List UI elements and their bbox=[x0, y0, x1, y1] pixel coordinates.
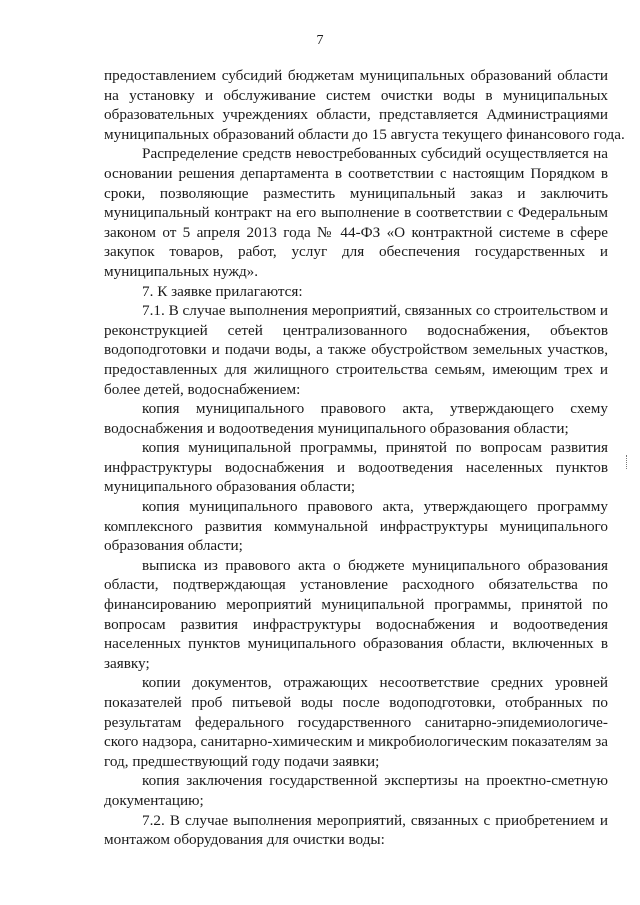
text-line: образовательных учреждениях области, представляется Администрациями bbox=[104, 106, 608, 124]
text-line: водоподготовки и подачи воды, а также обустройством земельных участков, bbox=[104, 341, 608, 359]
text-line: муниципальных образований области до 15 августа текущего финансового года. bbox=[104, 125, 625, 143]
text-line: копия муниципальной программы, принятой по вопросам развития bbox=[142, 439, 608, 457]
text-line: инфраструктуры водоснабжения и водоотведения населенных пунктов bbox=[104, 458, 608, 476]
text-line: предоставлением субсидий бюджетам муниципальных образований области bbox=[104, 67, 608, 84]
margin-scan-mark bbox=[626, 455, 630, 469]
text-line: реконструкцией сетей централизованного водоснабжения, объектов bbox=[104, 321, 608, 339]
text-line: вопросам развития инфраструктуры водоснабжения и водоотведения bbox=[104, 615, 608, 633]
text-line: копия муниципального правового акта, утверждающего программу bbox=[142, 498, 608, 516]
text-line: результатам федерального государственного санитарно-эпидемиологиче- bbox=[104, 713, 608, 731]
text-line: показателей проб питьевой воды после водоподготовки, отобранных по bbox=[104, 694, 608, 711]
text-line: документацию; bbox=[104, 791, 204, 809]
text-line: Распределение средств невостребованных субсидий осуществляется на bbox=[142, 145, 608, 163]
text-line: населенных пунктов муниципального образования области, включенных в bbox=[104, 635, 608, 653]
text-line: копия заключения государственной экспертизы на проектно-сметную bbox=[142, 772, 608, 790]
text-line: более детей, водоснабжением: bbox=[104, 380, 301, 398]
text-line: законом от 5 апреля 2013 года № 44-ФЗ «О контрактной системе в сфере bbox=[104, 223, 608, 241]
text-line: основании решения департамента в соответствии с настоящим Порядком в bbox=[104, 164, 608, 182]
page-number: 7 bbox=[316, 33, 324, 48]
text-line: закупок товаров, работ, услуг для обеспечения государственных и bbox=[104, 243, 608, 261]
text-line: водоснабжения и водоотведения муниципального образования области; bbox=[104, 419, 569, 437]
text-line: ского надзора, санитарно-химическим и микробиологическим показателям за bbox=[104, 733, 608, 751]
text-line: копии документов, отражающих несоответствие средних уровней bbox=[142, 674, 608, 692]
body-text bbox=[104, 66, 625, 850]
text-line: монтажом оборудования для очистки воды: bbox=[104, 831, 385, 849]
text-line: заявку; bbox=[104, 654, 150, 672]
text-line: муниципального образования области; bbox=[104, 478, 356, 496]
text-line: выписка из правового акта о бюджете муниципального образования bbox=[142, 556, 608, 574]
text-line: области, подтверждающая установление расходного обязательства по bbox=[104, 576, 608, 594]
text-line: комплексного развития коммунальной инфраструктуры муниципального bbox=[104, 517, 608, 535]
text-line: сроки, позволяющие разместить муниципальный заказ и заключить bbox=[104, 184, 608, 202]
text-line: финансированию мероприятий муниципальной программы, принятой по bbox=[104, 596, 608, 614]
text-line: 7. К заявке прилагаются: bbox=[142, 282, 303, 300]
text-line: муниципальных нужд». bbox=[104, 262, 259, 280]
text-line: предоставленных для жилищного строительства семьям, имеющим трех и bbox=[104, 360, 608, 378]
text-line: 7.1. В случае выполнения мероприятий, связанных со строительством и bbox=[142, 302, 609, 320]
text-line: 7.2. В случае выполнения мероприятий, связанных с приобретением и bbox=[142, 811, 608, 829]
text-line: муниципальный контракт на его выполнение в соответствии с Федеральным bbox=[104, 204, 608, 222]
text-line: на установку и обслуживание систем очистки воды в муниципальных bbox=[104, 86, 608, 104]
text-line: копия муниципального правового акта, утверждающего схему bbox=[142, 400, 608, 418]
text-line: год, предшествующий году подачи заявки; bbox=[104, 752, 380, 770]
text-line: образования области; bbox=[104, 537, 243, 555]
